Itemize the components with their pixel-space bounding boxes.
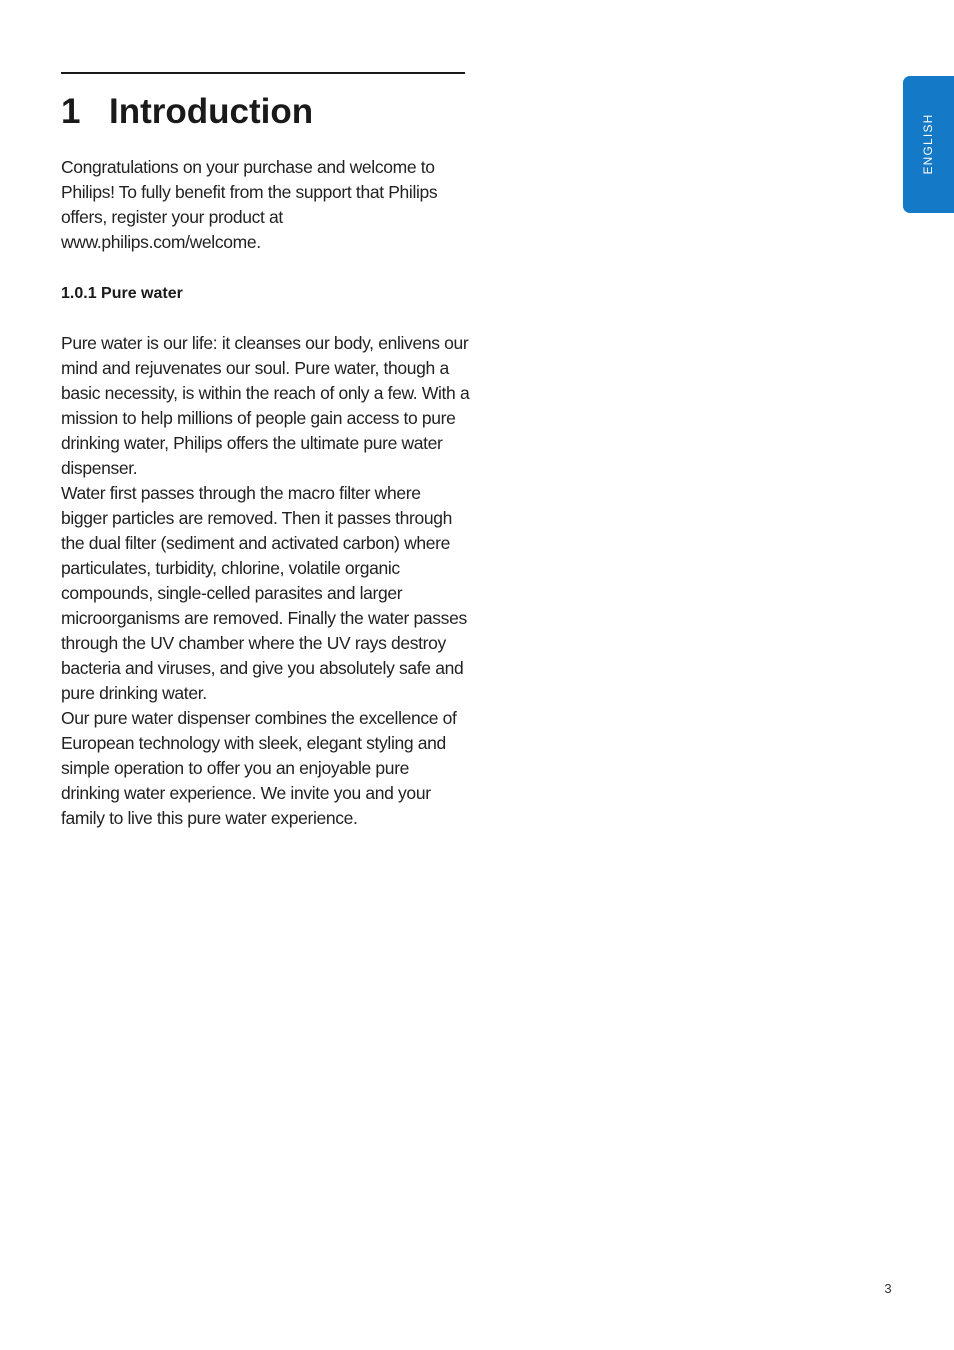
page-number: 3: [884, 1281, 892, 1296]
top-rule: [61, 72, 465, 74]
chapter-title: [61, 88, 313, 136]
section-paragraph-3: Our pure water dispenser combines the excellence of European technology with sleek, elegant styling and simple operation to offer you an enjoyable pure drinking water experience. We invite you and your family to live this pure water experience.: [61, 708, 457, 828]
language-tab-label: ENGLISH: [921, 113, 935, 175]
section-heading: 1.0.1 Pure water: [61, 285, 183, 302]
chapter-title-text: Introduction: [109, 92, 314, 131]
intro-paragraph: Congratulations on your purchase and welcome to Philips! To fully benefit from the support that Philips offers, register your product at www.philips.com/welcome.: [61, 157, 438, 252]
section-body: [61, 331, 471, 831]
section-paragraph-2: Water first passes through the macro filter where bigger particles are removed. Then it passes through the dual filter (sediment and activated carbon) where particulates, turbidity, chlorine, volatile organic compounds, single-celled parasites and larger microorganisms are removed. Finally the water passes through the UV chamber where the UV rays destroy bacteria and viruses, and give you absolutely safe and pure drinking water.: [61, 483, 467, 703]
main-content: [61, 155, 471, 831]
section-paragraph-1: Pure water is our life: it cleanses our body, enlivens our mind and rejuvenates our soul. Pure water, though a basic necessity, is within the reach of only a few. With a mission to help millions of people gain access to pure drinking water, Philips offers the ultimate pure water dispenser.: [61, 333, 470, 478]
chapter-number: 1: [61, 92, 81, 131]
language-tab: [903, 76, 954, 213]
